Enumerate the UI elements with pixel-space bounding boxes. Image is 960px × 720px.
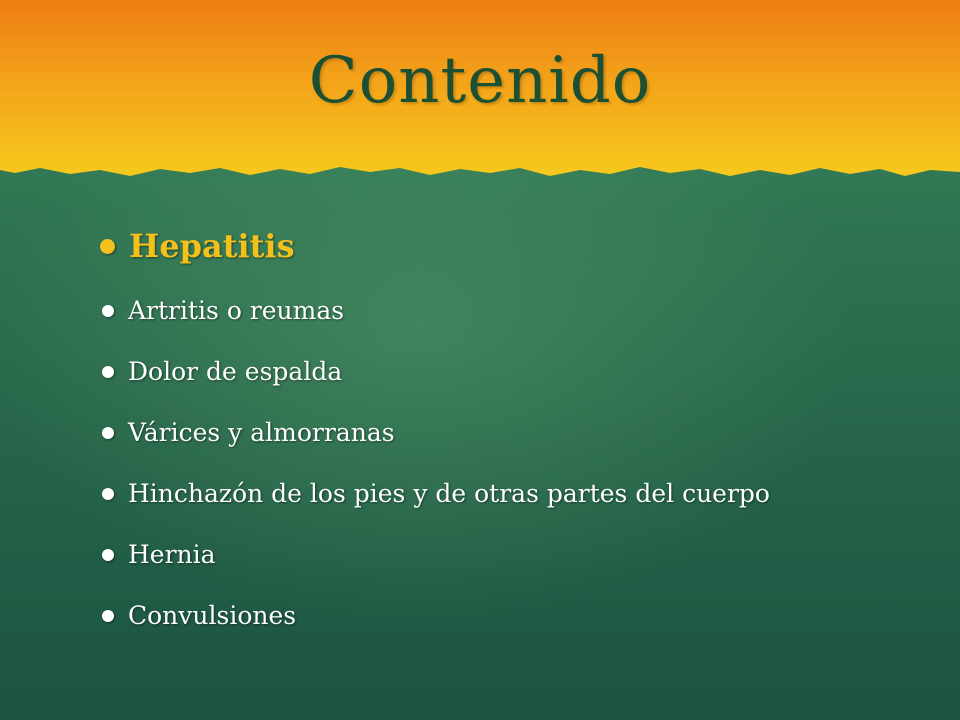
bullet-icon (102, 427, 114, 439)
list-item-hinchazon (100, 463, 920, 524)
list-item-label: Artritis o reumas (128, 296, 345, 325)
list-item-label: Convulsiones (128, 601, 297, 630)
list-item-dolor-espalda (100, 341, 920, 402)
list-item-label: Hepatitis (129, 227, 295, 265)
list-item-varices (100, 402, 920, 463)
bullet-icon (102, 305, 114, 317)
bullet-icon (102, 549, 114, 561)
list-item-label: Várices y almorranas (128, 418, 395, 447)
list-item-artritis (100, 280, 920, 341)
slide-title: Contenido (308, 44, 652, 118)
bullet-icon (100, 239, 115, 254)
list-item-label: Hinchazón de los pies y de otras partes del cuerpo (128, 479, 770, 508)
list-item-label: Hernia (128, 540, 216, 569)
list-item-label: Dolor de espalda (128, 357, 343, 386)
bullet-icon (102, 610, 114, 622)
bullet-icon (102, 366, 114, 378)
list-item-hernia (100, 524, 920, 585)
list-item-hepatitis (100, 218, 920, 274)
bullet-list (100, 218, 920, 646)
bullet-icon (102, 488, 114, 500)
list-item-convulsiones (100, 585, 920, 646)
